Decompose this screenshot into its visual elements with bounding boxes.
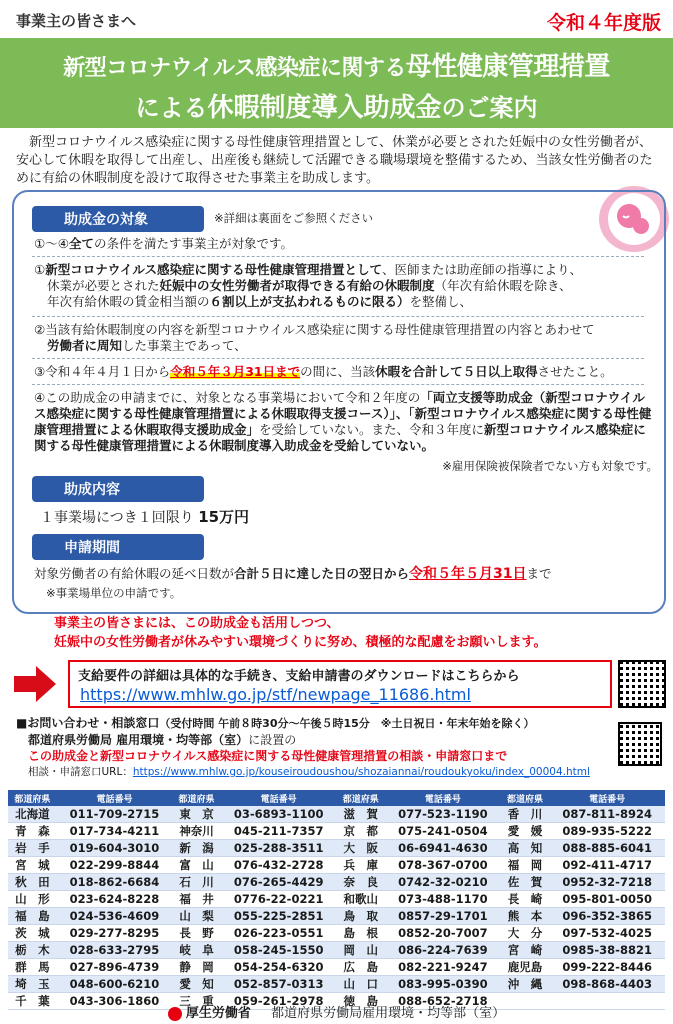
prefecture-cell: 山 形 [8, 891, 57, 908]
prefecture-cell: 徳 島 [336, 993, 385, 1010]
condition-1: ①新型コロナウイルス感染症に関する母性健康管理措置として、医師または助産師の指導により、 休業が必要とされた妊娠中の女性労働者が取得できる有給の休暇制度（年次有給休暇を除き、 年次有給休暇の賃金相当額の６割以上が支払われるものに限る）を整備し、 [34, 262, 582, 309]
prefecture-cell: 島 根 [336, 925, 385, 942]
prefecture-cell: 福 岡 [501, 857, 550, 874]
condition-2: ②当該有給休暇制度の内容を新型コロナウイルス感染症に関する母性健康管理措置の内容とあわせて 労働者に周知した事業主であって、 [34, 322, 595, 353]
phone-cell: 092-411-4717 [549, 857, 665, 874]
phone-cell: 011-709-2715 [57, 806, 173, 823]
phone-cell: 0776-22-0221 [221, 891, 337, 908]
table-column-header: 都道府県 [172, 790, 221, 806]
prefecture-cell: 秋 田 [8, 874, 57, 891]
prefecture-cell: 長 野 [172, 925, 221, 942]
prefecture-cell: 栃 木 [8, 942, 57, 959]
prefecture-cell: 岡 山 [336, 942, 385, 959]
prefecture-cell: 長 崎 [501, 891, 550, 908]
phone-cell: 095-801-0050 [549, 891, 665, 908]
prefecture-cell: 福 島 [8, 908, 57, 925]
divider [32, 384, 644, 385]
table-column-header: 都道府県 [336, 790, 385, 806]
phone-cell: 017-734-4211 [57, 823, 173, 840]
phone-cell: 077-523-1190 [385, 806, 501, 823]
table-row [8, 942, 665, 959]
table-header-row [8, 790, 665, 806]
phone-cell: 023-624-8228 [57, 891, 173, 908]
condition-4: ④この助成金の申請までに、対象となる事業場において令和２年度の「両立支援等助成金（新型コロナウイルス感染症に関する母性健康管理措置による休暇取得支援コース）」、「新型コロナウイルス感染症に関する母性健康管理措置による休暇取得支援助成金」を受給していない。また、令和３年度に新型コロナウイルス感染症に関する母性健康管理措置による休暇制度導入助成金を受給していない。 [34, 390, 652, 453]
phone-cell: 078-367-0700 [385, 857, 501, 874]
phone-cell: 096-352-3865 [549, 908, 665, 925]
ministry-logo-icon [168, 1007, 182, 1021]
prefecture-cell: 群 馬 [8, 959, 57, 976]
title-line-2: による休暇制度導入助成金のご案内 [135, 93, 538, 123]
prefecture-cell: 大 分 [501, 925, 550, 942]
table-row [8, 874, 665, 891]
phone-cell: 029-277-8295 [57, 925, 173, 942]
condition-3: ③令和４年４月１日から令和５年３月31日までの間に、当該休暇を合計して５日以上取得させたこと。 [34, 364, 613, 379]
prefecture-cell: 青 森 [8, 823, 57, 840]
phone-cell: 022-299-8844 [57, 857, 173, 874]
section-heading-content: 助成内容 [32, 476, 204, 502]
phone-cell: 0952-32-7218 [549, 874, 665, 891]
footer: 厚生労働省 都道府県労働局雇用環境・均等部（室） [0, 1002, 673, 1021]
period-text: 対象労働者の有給休暇の延べ日数が合計５日に達した日の翌日から令和５年５月31日まで [34, 566, 552, 582]
insurance-note: ※雇用保険被保険者でない方も対象です。 [442, 459, 658, 473]
table-column-header: 電話番号 [385, 790, 501, 806]
table-column-header: 電話番号 [221, 790, 337, 806]
phone-cell: 043-306-1860 [57, 993, 173, 1010]
contact-section: ■お問い合わせ・相談窓口（受付時間 午前８時30分〜午後５時15分 ※土日祝日・年末年始を除く） 都道府県労働局 雇用環境・均等部（室）に設置の この助成金と新型コロナウイルス感染症に関する母性健康管理措置の相談・申請窓口まで 相談・申請窓口URL：https://www.mhlw.go.jp/kouseiroudoushou/shozaiannai/roudoukyoku/index_00004.html [16, 716, 590, 778]
section-heading-target: 助成金の対象 [32, 206, 204, 232]
table-column-header: 電話番号 [57, 790, 173, 806]
phone-cell: 059-261-2978 [221, 993, 337, 1010]
arrow-right-icon [14, 666, 56, 702]
prefecture-cell: 山 梨 [172, 908, 221, 925]
phone-cell: 025-288-3511 [221, 840, 337, 857]
section-heading-period: 申請期間 [32, 534, 204, 560]
prefecture-cell: 東 京 [172, 806, 221, 823]
prefecture-cell: 高 知 [501, 840, 550, 857]
table-row [8, 976, 665, 993]
contact-url-link[interactable]: https://www.mhlw.go.jp/kouseiroudoushou/shozaiannai/roudoukyoku/index_00004.html [132, 766, 590, 778]
qr-code-icon[interactable] [618, 722, 662, 766]
intro-paragraph: 新型コロナウイルス感染症に関する母性健康管理措置として、休業が必要とされた妊娠中の女性労働者が、安心して休暇を取得して出産し、出産後も継続して活躍できる職場環境を整備するため、当該女性労働者のために有給の休暇制度を設けて取得させた事業主を助成します。 [16, 135, 653, 186]
phone-cell: 089-935-5222 [549, 823, 665, 840]
eligibility-box [12, 190, 666, 614]
prefecture-cell: 茨 城 [8, 925, 57, 942]
phone-cell: 073-488-1170 [385, 891, 501, 908]
prefecture-cell: 和歌山 [336, 891, 385, 908]
audience-label: 事業主の皆さまへ [16, 12, 137, 30]
phone-cell: 018-862-6684 [57, 874, 173, 891]
prefecture-cell: 三 重 [172, 993, 221, 1010]
prefecture-cell: 神奈川 [172, 823, 221, 840]
prefecture-cell: 兵 庫 [336, 857, 385, 874]
table-row [8, 925, 665, 942]
table-row [8, 891, 665, 908]
prefecture-cell: 宮 城 [8, 857, 57, 874]
prefecture-cell: 香 川 [501, 806, 550, 823]
phone-cell: 082-221-9247 [385, 959, 501, 976]
prefecture-cell: 大 阪 [336, 840, 385, 857]
phone-cell: 076-432-2728 [221, 857, 337, 874]
prefecture-cell: 新 潟 [172, 840, 221, 857]
title-banner [0, 38, 673, 128]
prefecture-cell: 愛 媛 [501, 823, 550, 840]
phone-cell: 045-211-7357 [221, 823, 337, 840]
phone-cell: 055-225-2851 [221, 908, 337, 925]
prefecture-phone-table [8, 790, 665, 1010]
prefecture-cell: 石 川 [172, 874, 221, 891]
prefecture-cell: 富 山 [172, 857, 221, 874]
phone-cell: 088-652-2718 [385, 993, 501, 1010]
prefecture-cell: 滋 賀 [336, 806, 385, 823]
phone-cell: 054-254-6320 [221, 959, 337, 976]
table-row [8, 959, 665, 976]
title-line-1: 新型コロナウイルス感染症に関する母性健康管理措置 [63, 52, 610, 82]
table-row [8, 823, 665, 840]
prefecture-cell: 奈 良 [336, 874, 385, 891]
phone-cell: 099-222-8446 [549, 959, 665, 976]
prefecture-cell: 鹿児島 [501, 959, 550, 976]
prefecture-cell: 岐 阜 [172, 942, 221, 959]
prefecture-cell: 岩 手 [8, 840, 57, 857]
phone-cell: 052-857-0313 [221, 976, 337, 993]
prefecture-cell: 京 都 [336, 823, 385, 840]
phone-cell: 0852-20-7007 [385, 925, 501, 942]
prefecture-cell: 佐 賀 [501, 874, 550, 891]
prefecture-cell: 鳥 取 [336, 908, 385, 925]
period-note: ※事業場単位の申請です。 [46, 586, 182, 600]
year-badge: 令和４年度版 [546, 12, 661, 34]
prefecture-cell: 熊 本 [501, 908, 550, 925]
prefecture-cell: 山 口 [336, 976, 385, 993]
table-row [8, 840, 665, 857]
phone-cell: 0985-38-8821 [549, 942, 665, 959]
table-row [8, 806, 665, 823]
prefecture-cell: 静 岡 [172, 959, 221, 976]
prefecture-cell: 宮 崎 [501, 942, 550, 959]
detail-link[interactable]: https://www.mhlw.go.jp/stf/newpage_11686.html [80, 685, 471, 704]
table-column-header: 都道府県 [8, 790, 57, 806]
phone-cell: 087-811-8924 [549, 806, 665, 823]
divider [32, 358, 644, 359]
phone-cell: 024-536-4609 [57, 908, 173, 925]
phone-cell: 083-995-0390 [385, 976, 501, 993]
phone-cell: 028-633-2795 [57, 942, 173, 959]
phone-cell: 026-223-0551 [221, 925, 337, 942]
prefecture-cell: 北海道 [8, 806, 57, 823]
phone-cell: 075-241-0504 [385, 823, 501, 840]
phone-cell: 097-532-4025 [549, 925, 665, 942]
prefecture-cell: 広 島 [336, 959, 385, 976]
phone-cell: 076-265-4429 [221, 874, 337, 891]
phone-cell: 0857-29-1701 [385, 908, 501, 925]
phone-cell: 03-6893-1100 [221, 806, 337, 823]
table-row [8, 857, 665, 874]
content-amount: １事業場につき１回限り 15万円 [40, 508, 250, 526]
prefecture-cell: 福 井 [172, 891, 221, 908]
table-row [8, 908, 665, 925]
phone-cell: 058-245-1550 [221, 942, 337, 959]
prefecture-cell: 埼 玉 [8, 976, 57, 993]
prefecture-cell: 沖 縄 [501, 976, 550, 993]
detail-link-box [68, 660, 612, 708]
prefecture-cell: 千 葉 [8, 993, 57, 1010]
divider [32, 256, 644, 257]
phone-cell: 019-604-3010 [57, 840, 173, 857]
prefecture-cell: 愛 知 [172, 976, 221, 993]
phone-cell: 086-224-7639 [385, 942, 501, 959]
phone-cell: 088-885-6041 [549, 840, 665, 857]
phone-cell: 0742-32-0210 [385, 874, 501, 891]
phone-cell: 098-868-4403 [549, 976, 665, 993]
divider [32, 316, 644, 317]
qr-code-icon[interactable] [618, 660, 666, 708]
table-column-header: 都道府県 [501, 790, 550, 806]
table-column-header: 電話番号 [549, 790, 665, 806]
appeal-message: 事業主の皆さまには、この助成金も活用しつつ、 妊娠中の女性労働者が休みやすい環境づくりに努め、積極的な配慮をお願いします。 [54, 616, 547, 650]
target-lead: ①〜④全ての条件を満たす事業主が対象です。 [34, 236, 293, 251]
phone-cell: 048-600-6210 [57, 976, 173, 993]
phone-cell: 06-6941-4630 [385, 840, 501, 857]
link-description: 支給要件の詳細は具体的な手続き、支給申請書のダウンロードはこちらから [78, 669, 520, 684]
phone-cell: 027-896-4739 [57, 959, 173, 976]
detail-note: ※詳細は裏面をご参照ください [214, 211, 374, 225]
